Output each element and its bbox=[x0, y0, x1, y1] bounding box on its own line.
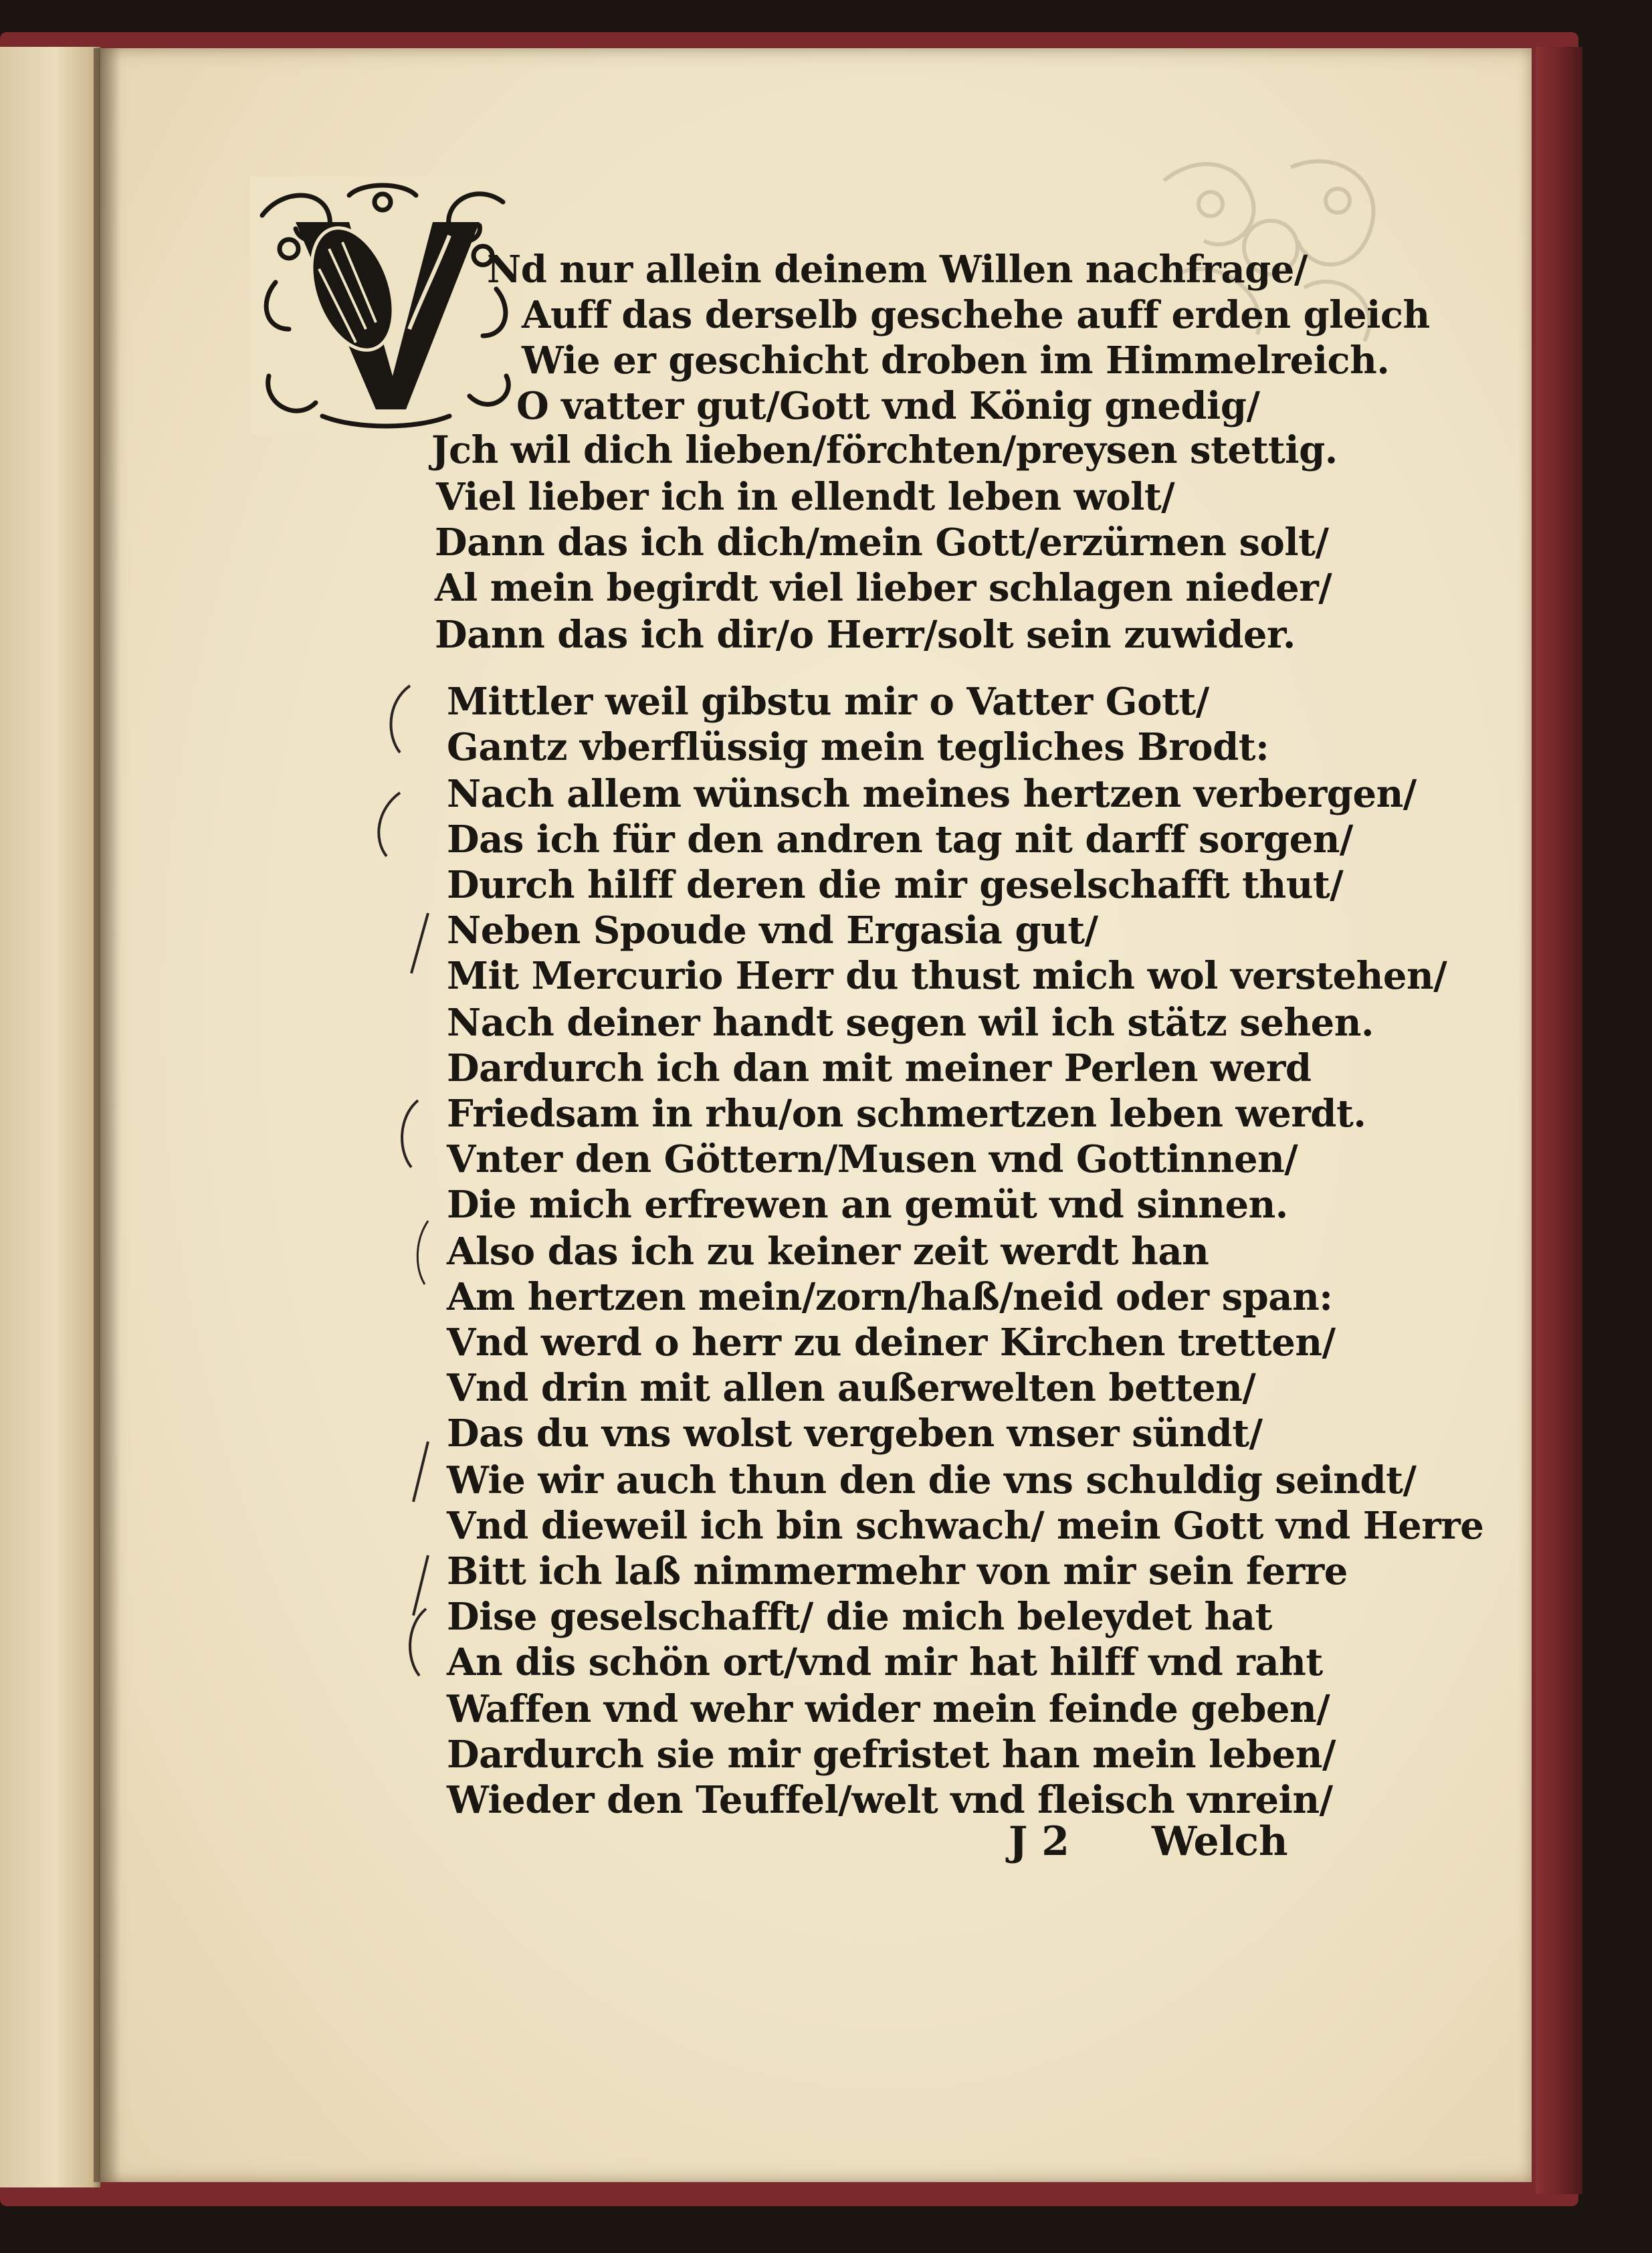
margin-bracket-mark bbox=[388, 1097, 428, 1171]
margin-slash-mark bbox=[401, 1438, 441, 1512]
text-line: An dis schön ort/vnd mir hat hilff vnd raht bbox=[447, 1640, 1323, 1684]
text-line: Dardurch ich dan mit meiner Perlen werd bbox=[447, 1046, 1312, 1090]
text-line: Nach deiner handt segen wil ich stätz sehen. bbox=[447, 1001, 1374, 1045]
text-line: Al mein begirdt viel lieber schlagen nieder/ bbox=[435, 566, 1332, 610]
text-line: Nd nur allein deinem Willen nachfrage/ bbox=[487, 248, 1308, 292]
text-line: Auff das derselb geschehe auff erden gleich bbox=[522, 293, 1430, 337]
margin-bracket-mark bbox=[380, 682, 420, 756]
text-line: Vnd dieweil ich bin schwach/ mein Gott vnd Herre bbox=[447, 1504, 1484, 1548]
text-line: Wie er geschicht droben im Himmelreich. bbox=[522, 338, 1390, 383]
text-line: Dann das ich dir/o Herr/solt sein zuwider. bbox=[435, 613, 1296, 657]
text-line: Das ich für den andren tag nit darff sorgen/ bbox=[447, 817, 1353, 862]
text-line: Durch hilff deren die mir geselschafft thut/ bbox=[447, 863, 1344, 907]
margin-slash-mark bbox=[401, 910, 441, 983]
text-line: Gantz vberflüssig mein tegliches Brodt: bbox=[447, 725, 1269, 769]
signature-mark: J 2 bbox=[1009, 1818, 1070, 1865]
text-line: Vnd werd o herr zu deiner Kirchen tretten/ bbox=[447, 1320, 1336, 1365]
text-line: Vnter den Göttern/Musen vnd Gottinnen/ bbox=[447, 1137, 1298, 1181]
text-line: Am hertzen mein/zorn/haß/neid oder span: bbox=[447, 1275, 1333, 1319]
text-line: Die mich erfrewen an gemüt vnd sinnen. bbox=[447, 1183, 1288, 1227]
catchword: Welch bbox=[1152, 1818, 1288, 1865]
margin-bracket-mark bbox=[367, 789, 407, 863]
text-line: Wieder den Teuffel/welt vnd fleisch vnrein/ bbox=[447, 1778, 1333, 1822]
text-line: Mit Mercurio Herr du thust mich wol verstehen/ bbox=[447, 954, 1447, 998]
text-line: Vnd drin mit allen außerwelten betten/ bbox=[447, 1366, 1256, 1410]
text-line: Friedsam in rhu/on schmertzen leben werdt. bbox=[447, 1092, 1366, 1136]
text-line: Waffen vnd wehr wider mein feinde geben/ bbox=[447, 1687, 1330, 1731]
text-line: Also das ich zu keiner zeit werdt han bbox=[447, 1230, 1209, 1274]
text-line: Mittler weil gibstu mir o Vatter Gott/ bbox=[447, 680, 1209, 724]
text-line: Dardurch sie mir gefristet han mein leben/ bbox=[447, 1733, 1336, 1777]
text-line: Dann das ich dich/mein Gott/erzürnen solt/ bbox=[435, 520, 1329, 565]
text-line: Bitt ich laß nimmermehr von mir sein ferre bbox=[447, 1549, 1348, 1593]
text-line: Nach allem wünsch meines hertzen verbergen/ bbox=[447, 772, 1417, 816]
text-line: Das du vns wolst vergeben vnser sündt/ bbox=[447, 1411, 1263, 1456]
margin-bracket-mark bbox=[401, 1217, 441, 1291]
text-line: O vatter gut/Gott vnd König gnedig/ bbox=[516, 384, 1260, 428]
text-line: Jch wil dich lieben/förchten/preysen stettig. bbox=[431, 428, 1338, 472]
text-line: Viel lieber ich in ellendt leben wolt/ bbox=[436, 475, 1175, 519]
text-line: Wie wir auch thun den die vns schuldig seindt/ bbox=[447, 1458, 1417, 1502]
text-line: Neben Spoude vnd Ergasia gut/ bbox=[447, 908, 1098, 953]
margin-bracket-mark bbox=[396, 1605, 436, 1679]
text-line: Dise geselschafft/ die mich beleydet hat bbox=[447, 1595, 1272, 1639]
